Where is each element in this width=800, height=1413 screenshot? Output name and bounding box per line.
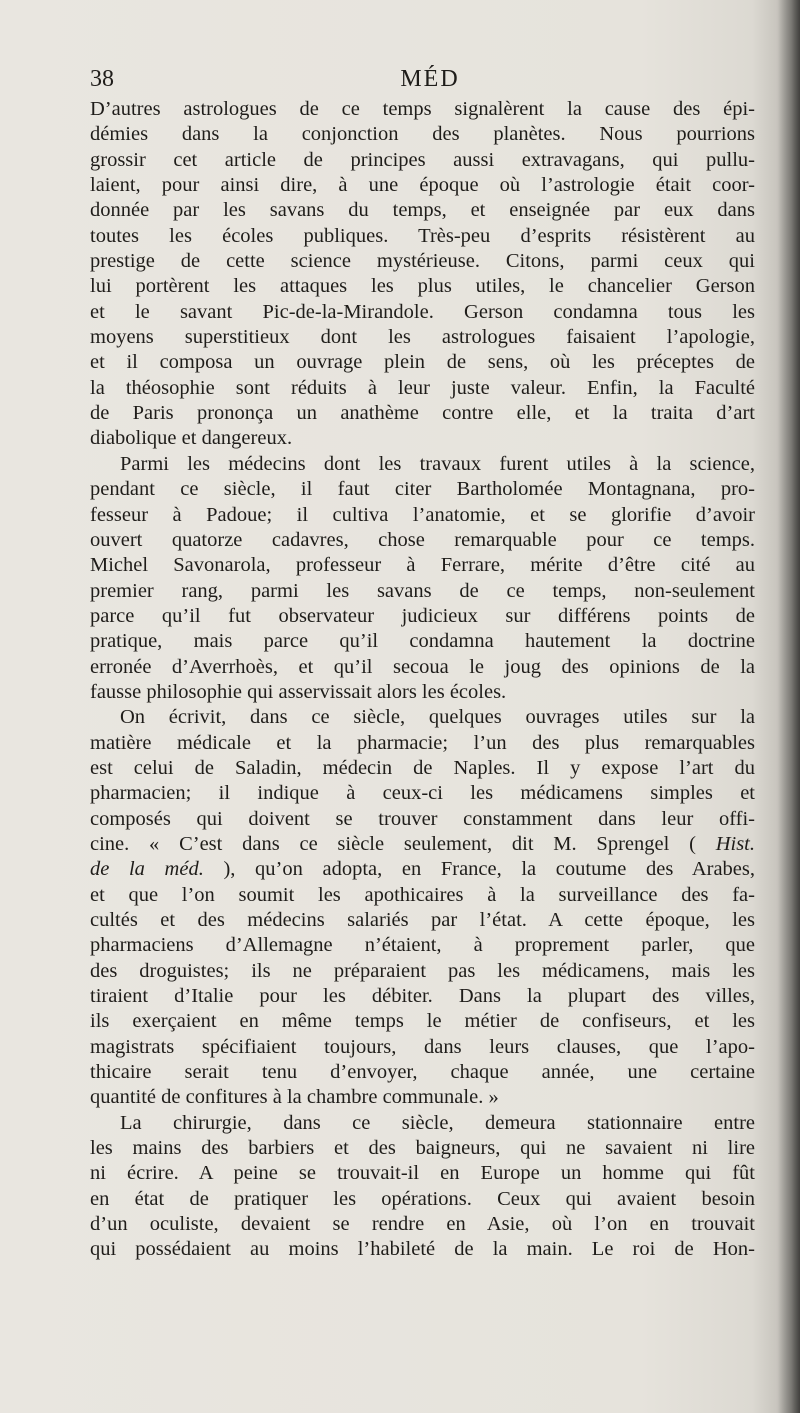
text-line: démies dans la conjonction des planètes. Nous pourrions [90, 123, 755, 146]
text-line: matière médicale et la pharmacie; l’un des plus remarquables [90, 731, 755, 754]
text-line: fausse philosophie qui asservissait alors les écoles. [90, 680, 507, 703]
text-line: des droguistes; ils ne préparaient pas les médicamens, mais les [90, 959, 755, 982]
text-line: d’un oculiste, devaient se rendre en Asie, où l’on en trouvait [90, 1213, 755, 1236]
text-line [90, 832, 755, 857]
citation-italic: Hist. [715, 832, 755, 855]
text-line: ni écrire. A peine se trouvait-il en Europe un homme qui fût [90, 1162, 755, 1185]
text-line: fesseur à Padoue; il cultiva l’anatomie, et se glorifie d’avoir [90, 503, 755, 526]
text-line: laient, pour ainsi dire, à une époque où l’astrologie était coor- [90, 174, 755, 197]
text-line [90, 857, 755, 882]
text-line: tiraient d’Italie pour les débiter. Dans la plupart des villes, [90, 985, 755, 1008]
text-line: prestige de cette science mystérieuse. Citons, parmi ceux qui [90, 250, 755, 273]
text-line: est celui de Saladin, médecin de Naples. Il y expose l’art du [90, 756, 755, 779]
text-line: composés qui doivent se trouver constamment dans leur offi- [90, 807, 755, 830]
text-segment: ), qu’on adopta, en France, la coutume des Arabes, [223, 858, 755, 881]
text-line: qui possédaient au moins l’habileté de la main. Le roi de Hon- [90, 1238, 755, 1261]
text-line: grossir cet article de principes aussi extravagans, qui pullu- [90, 148, 755, 171]
text-line: parce qu’il fut observateur judicieux sur différens points de [90, 604, 755, 627]
text-line: et le savant Pic-de-la-Mirandole. Gerson condamna tous les [90, 300, 755, 323]
text-line: les mains des barbiers et des baigneurs, qui ne savaient ni lire [90, 1137, 755, 1160]
text-line: et il composa un ouvrage plein de sens, où les préceptes de [90, 351, 755, 374]
text-line: Michel Savonarola, professeur à Ferrare, mérite d’être cité au [90, 554, 755, 577]
text-line: Parmi les médecins dont les travaux furent utiles à la science, [120, 452, 755, 475]
text-line: pharmaciens d’Allemagne n’étaient, à proprement parler, que [90, 934, 755, 957]
text-line: toutes les écoles publiques. Très-peu d’esprits résistèrent au [90, 224, 755, 247]
text-line: donnée par les savans du temps, et enseignée par eux dans [90, 199, 755, 222]
text-line: moyens superstitieux dont les astrologues faisaient l’apologie, [90, 326, 755, 349]
text-line: de Paris prononça un anathème contre elle, et la traita d’art [90, 402, 755, 425]
text-line: La chirurgie, dans ce siècle, demeura stationnaire entre [120, 1111, 755, 1134]
running-head: MÉD [400, 66, 460, 92]
text-line: magistrats spécifiaient toujours, dans leurs clauses, que l’apo- [90, 1035, 755, 1058]
page-edge-shadow [778, 0, 800, 1413]
body-text [90, 97, 755, 1263]
page-number: 38 [90, 66, 114, 92]
text-line: cultés et des médecins salariés par l’état. A cette époque, les [90, 909, 755, 931]
text-line: et que l’on soumit les apothicaires à la surveillance des fa- [90, 883, 755, 906]
text-segment: cine. « C’est dans ce siècle seulement, dit M. Sprengel ( [90, 832, 696, 855]
text-line: pendant ce siècle, il faut citer Bartholomée Montagnana, pro- [90, 478, 755, 501]
text-line: ouvert quatorze cadavres, chose remarquable pour ce temps. [90, 528, 755, 551]
text-line: diabolique et dangereux. [90, 427, 293, 450]
text-line: quantité de confitures à la chambre communale. » [90, 1086, 499, 1109]
text-line: pratique, mais parce qu’il condamna hautement la doctrine [90, 630, 755, 653]
text-line: thicaire serait tenu d’envoyer, chaque année, une certaine [90, 1061, 755, 1084]
text-line: premier rang, parmi les savans de ce temps, non-seulement [90, 579, 755, 602]
text-line: en état de pratiquer les opérations. Ceux qui avaient besoin [90, 1187, 755, 1210]
text-line: On écrivit, dans ce siècle, quelques ouvrages utiles sur la [120, 706, 755, 729]
text-line: pharmacien; il indique à ceux-ci les médicamens simples et [90, 782, 755, 805]
text-line: lui portèrent les attaques les plus utiles, le chancelier Gerson [90, 275, 755, 298]
text-line: ils exerçaient en même temps le métier de confiseurs, et les [90, 1010, 755, 1033]
text-line: la théosophie sont réduits à leur juste valeur. Enfin, la Faculté [90, 376, 755, 399]
citation-italic: de la méd. [90, 858, 204, 881]
text-line: D’autres astrologues de ce temps signalèrent la cause des épi- [90, 98, 755, 120]
text-line: erronée d’Averrhoès, et qu’il secoua le joug des opinions de la [90, 655, 755, 678]
page-header [90, 66, 755, 98]
